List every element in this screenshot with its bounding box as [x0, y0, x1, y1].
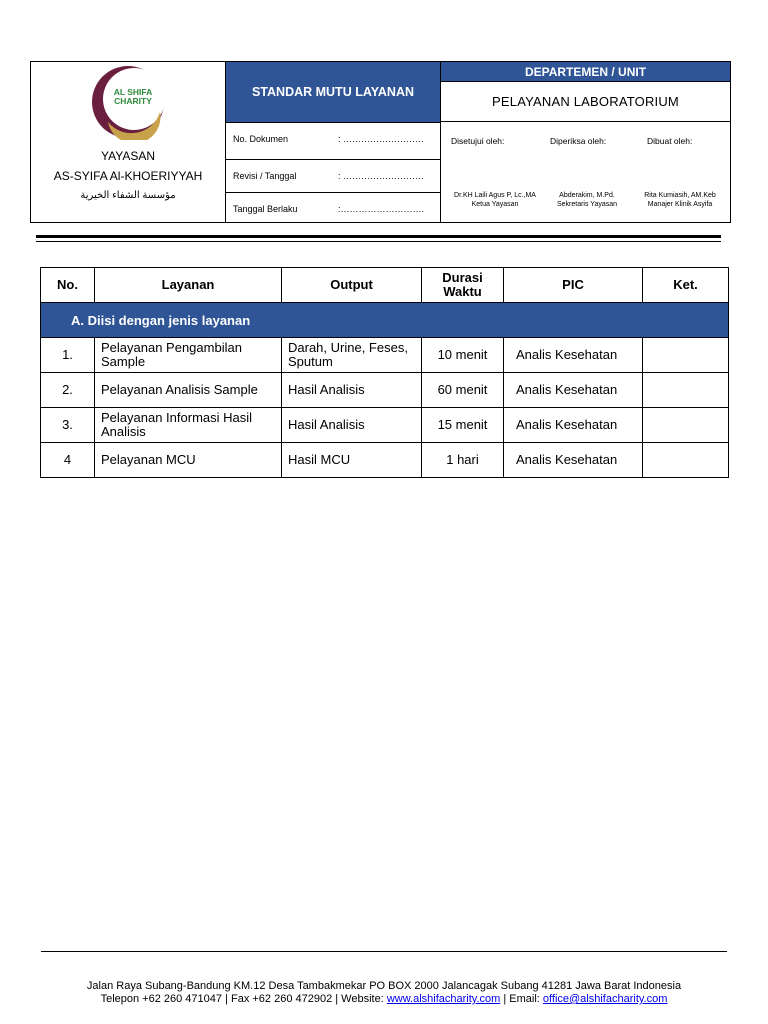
email-link[interactable]: office@alshifacharity.com — [542, 993, 668, 1005]
field-value: : ……………………… — [338, 171, 425, 181]
footer-email-label: | Email: — [500, 993, 543, 1005]
cell-no: 1. — [41, 338, 95, 373]
table-row — [41, 338, 729, 373]
column-header-pic: PIC — [504, 268, 643, 303]
document-header — [30, 61, 731, 223]
field-value: :………………………. — [338, 204, 425, 214]
logo-text-line2: CHARITY — [114, 96, 152, 106]
department-label: DEPARTEMEN / UNIT — [441, 62, 730, 81]
field-no-dokumen — [226, 122, 440, 155]
section-row — [41, 303, 729, 338]
cell-output: Darah, Urine, Feses, Sputum — [282, 338, 422, 373]
cell-pic: Analis Kesehatan — [504, 443, 643, 478]
approver-manajer — [630, 191, 730, 209]
table-row — [41, 373, 729, 408]
field-value: : ……………………… — [338, 134, 425, 144]
department-cell — [441, 62, 730, 222]
approver-title: Manajer Klinik Asyifa — [647, 201, 713, 208]
document-info-cell — [226, 62, 441, 222]
cell-ket — [643, 373, 729, 408]
table-row — [41, 408, 729, 443]
cell-layanan: Pelayanan Informasi Hasil Analisis — [95, 408, 282, 443]
approval-role-diperiksa: Diperiksa oleh: — [550, 136, 607, 146]
field-revisi-tanggal — [226, 159, 440, 192]
approver-name: Abderakim, M.Pd. — [559, 192, 615, 199]
approver-title: Ketua Yayasan — [471, 201, 519, 208]
table-row — [41, 443, 729, 478]
department-name: PELAYANAN LABORATORIUM — [441, 81, 730, 122]
service-standards-table — [40, 267, 729, 478]
footer-address: Jalan Raya Subang-Bandung KM.12 Desa Tambakmekar PO BOX 2000 Jalancagak Subang 41281 Jawa Barat Indonesia — [86, 980, 682, 992]
approver-ketua — [445, 191, 545, 209]
header-divider-thick — [36, 235, 721, 238]
alshifa-logo — [86, 64, 170, 140]
section-title: A. Diisi dengan jenis layanan — [41, 303, 729, 338]
cell-output: Hasil MCU — [282, 443, 422, 478]
column-header-durasi: Durasi Waktu — [422, 268, 504, 303]
table-header-row — [41, 268, 729, 303]
logo-text — [100, 88, 166, 106]
cell-durasi: 15 menit — [422, 408, 504, 443]
cell-no: 4 — [41, 443, 95, 478]
cell-pic: Analis Kesehatan — [504, 408, 643, 443]
cell-layanan: Pelayanan MCU — [95, 443, 282, 478]
footer-phone-fax: Telepon +62 260 471047 | Fax +62 260 472902 | Website: — [100, 993, 387, 1005]
approval-role-dibuat: Dibuat oleh: — [647, 136, 693, 146]
cell-pic: Analis Kesehatan — [504, 338, 643, 373]
org-name-arabic: مؤسسة الشفاء الخيرية — [80, 190, 176, 201]
header-divider-thin — [36, 241, 721, 242]
cell-pic: Analis Kesehatan — [504, 373, 643, 408]
column-header-ket: Ket. — [643, 268, 729, 303]
document-title: STANDAR MUTU LAYANAN — [226, 62, 440, 122]
column-header-layanan: Layanan — [95, 268, 282, 303]
approver-name: Rita Kumiasih, AM.Keb — [644, 192, 716, 199]
approver-name: Dr.KH Laili Agus P, Lc.,MA — [454, 192, 536, 199]
approver-sekretaris — [537, 191, 637, 209]
column-header-no: No. — [41, 268, 95, 303]
footer-contact — [0, 993, 768, 1005]
cell-output: Hasil Analisis — [282, 373, 422, 408]
cell-layanan: Pelayanan Analisis Sample — [95, 373, 282, 408]
cell-ket — [643, 443, 729, 478]
cell-no: 3. — [41, 408, 95, 443]
field-label: Revisi / Tanggal — [233, 171, 297, 181]
cell-durasi: 1 hari — [422, 443, 504, 478]
org-name-line2: AS-SYIFA Al-KHOERIYYAH — [53, 169, 203, 183]
column-header-output: Output — [282, 268, 422, 303]
cell-durasi: 60 menit — [422, 373, 504, 408]
cell-layanan: Pelayanan Pengambilan Sample — [95, 338, 282, 373]
website-link[interactable]: www.alshifacharity.com — [386, 993, 501, 1005]
cell-output: Hasil Analisis — [282, 408, 422, 443]
cell-ket — [643, 408, 729, 443]
field-tanggal-berlaku — [226, 192, 440, 222]
approval-role-disetujui: Disetujui oleh: — [451, 136, 505, 146]
approver-title: Sekretaris Yayasan — [556, 201, 618, 208]
cell-durasi: 10 menit — [422, 338, 504, 373]
cell-no: 2. — [41, 373, 95, 408]
organization-cell — [31, 62, 226, 222]
field-label: No. Dokumen — [233, 134, 289, 144]
footer-divider — [41, 951, 727, 952]
org-name-line1: YAYASAN — [100, 149, 156, 163]
cell-ket — [643, 338, 729, 373]
logo-text-line1: AL SHIFA — [113, 87, 153, 97]
field-label: Tanggal Berlaku — [233, 204, 298, 214]
